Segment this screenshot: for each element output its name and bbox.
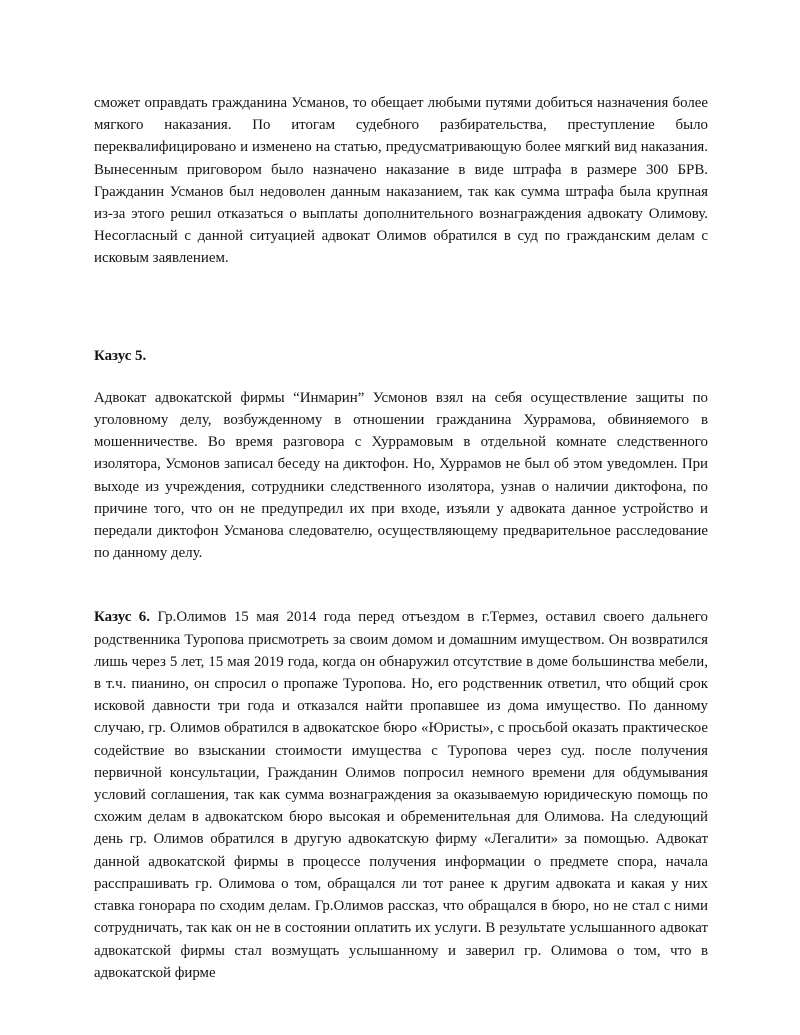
case-6-label: Казус 6. xyxy=(94,609,150,626)
paragraph-case-4-continuation: сможет оправдать гражданина Усманов, то обещает любыми путями добиться назначения более мягкого наказания. По итогам судебного разбирательства, преступление было переквалифицировано и изменено на статью, предусматривающую более мягкий вид наказания. Вынесенным приговором было назначено наказание в виде штрафа в размере 300 БРВ. Гражданин Усманов был недоволен данным наказанием, так как сумма штрафа была крупная из-за этого решил отказаться о выплаты дополнительного вознаграждения адвокату Олимову. Несогласный с данной ситуацией адвокат Олимов обратился в суд по гражданским делам с исковым заявлением. xyxy=(94,95,708,267)
spacer xyxy=(94,367,708,387)
case-6-paragraph xyxy=(94,606,708,983)
spacer xyxy=(94,270,708,345)
case-6-text: Гр.Олимов 15 мая 2014 года перед отъездом в г.Термез, оставил своего дальнего родственника Туропова присмотреть за своим домом и домашним имуществом. Он возвратился лишь через 5 лет, 15 мая 2019 года, когда он обнаружил отсутствие в доме большинства мебели, в т.ч. пианино, он спросил о пропаже Туропова. Но, его родственник ответил, что общий срок исковой давности три года и отказался найти пропавшее из дома имущество. По данному случаю, гр. Олимов обратился в адвокатское бюро «Юристы», с просьбой оказать практическое содействие во взыскании стоимости имущества с Туропова через суд. после получения первичной консультации, Гражданин Олимов попросил немного времени для обдумывания условий соглашения, так как сумма вознаграждения за оказываемую юридическую помощь по схожим делам в адвокатском бюро высокая и обременительная для Олимова. На следующий день гр. Олимов обратился в другую адвокатскую фирму «Легалити» за помощью. Адвокат данной адвокатской фирмы в процессе получения информации о предмете спора, начала расспрашивать гр. Олимова о том, обращался ли тот ранее к другим адвоката и какая у них ставка гонорара по сходим делам. Гр.Олимов рассказ, что обращался в бюро, но не стал с ними сотрудничать, так как он не в состоянии оплатить их услуги. В результате услышанного адвокат адвокатской фирмы стал возмущать услышанному и заверил гр. Олимова о том, что в адвокатской фирме xyxy=(94,609,708,981)
case-5-heading: Казус 5. xyxy=(94,347,147,364)
document-body xyxy=(94,92,708,984)
spacer xyxy=(94,564,708,606)
case-5-text: Адвокат адвокатской фирмы “Инмарин” Усмонов взял на себя осуществление защиты по уголовному делу, возбужденному в отношении гражданина Хуррамова, обвиняемого в мошенничестве. Во время разговора с Хуррамовым в отдельной комнате следственного изолятора, Усмонов записал беседу на диктофон. Но, Хуррамов не был об этом уведомлен. При выходе из учреждения, сотрудники следственного изолятора, узнав о наличии диктофона, по причине того, что он не предупредил их при входе, изъяли у адвоката данное устройство и передали диктофон Усманова следователю, осуществляющему предварительное расследование по данному делу. xyxy=(94,389,708,562)
